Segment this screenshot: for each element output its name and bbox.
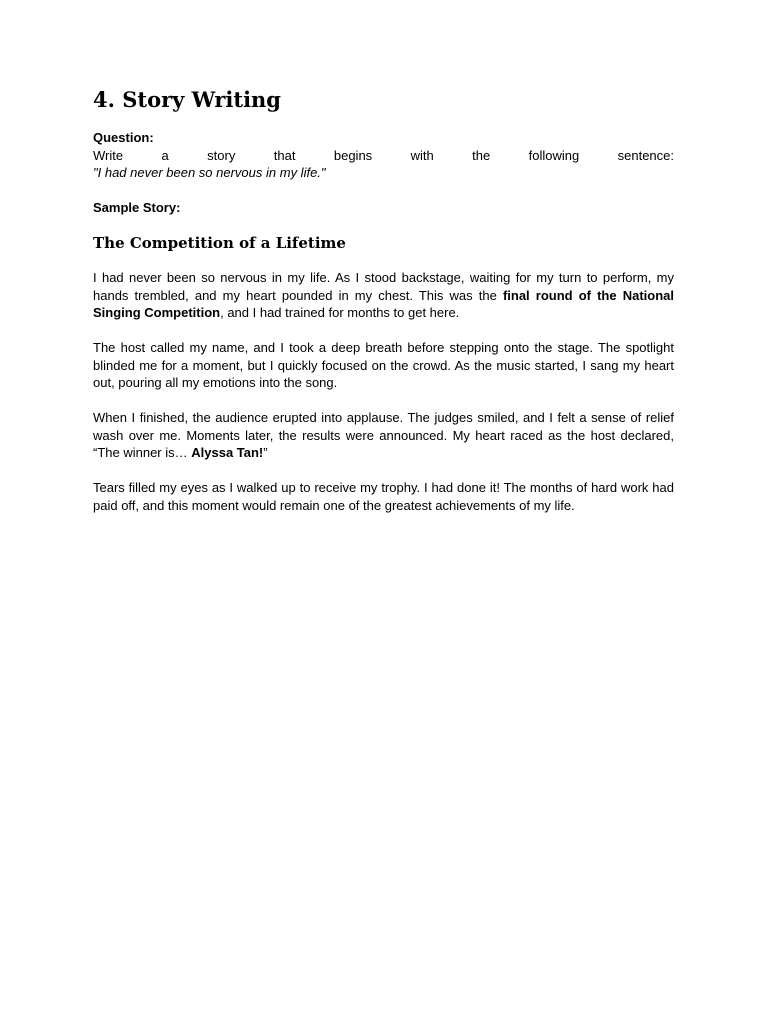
paragraph-3-bold-text: Alyssa Tan! — [191, 445, 264, 460]
question-label: Question: — [93, 130, 154, 145]
story-title: The Competition of a Lifetime — [93, 234, 346, 252]
section-title: 4. Story Writing — [93, 87, 281, 112]
paragraph-1-text-a: I had never been so nervous in my life. As I stood backstage, waiting for my turn to perform, my hands trembled, and my heart pounded in my chest. This was the — [93, 270, 674, 303]
sample-story-label: Sample Story: — [93, 200, 181, 215]
story-paragraph-1 — [93, 269, 674, 322]
paragraph-3-text-b: ” — [263, 445, 268, 460]
story-paragraph-4: Tears filled my eyes as I walked up to receive my trophy. I had done it! The months of hard work had paid off, and this moment would remain one of the greatest achievements of my life. — [93, 480, 674, 513]
paragraph-3-text-a: When I finished, the audience erupted into applause. The judges smiled, and I felt a sense of relief wash over me. Moments later, the results were announced. My heart raced as the host declared, “The winner is… — [93, 410, 674, 460]
question-quote: "I had never been so nervous in my life." — [93, 165, 326, 180]
paragraph-1-bold-text: final round of the National Singing Competition — [93, 287, 675, 320]
story-paragraph-3 — [93, 409, 674, 462]
question-text: Write a story that begins with the following sentence: — [93, 147, 674, 163]
story-paragraph-2: The host called my name, and I took a deep breath before stepping onto the stage. The spotlight blinded me for a moment, but I quickly focused on the crowd. As the music started, I sang my heart out, pouring all my emotions into the song. — [93, 340, 674, 390]
paragraph-1-text-b: , and I had trained for months to get here. — [220, 305, 460, 320]
